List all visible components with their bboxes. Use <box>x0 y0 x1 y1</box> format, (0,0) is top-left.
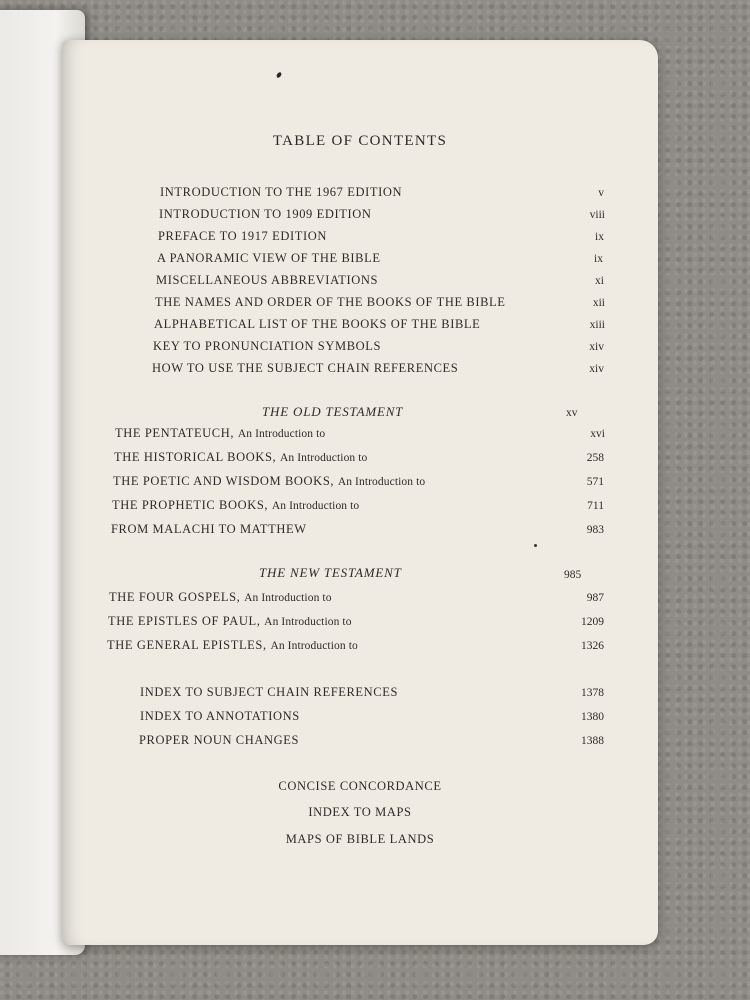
toc-entry-page: ix <box>594 253 603 265</box>
toc-entry-page: 258 <box>586 452 604 464</box>
toc-entry-label: THE HISTORICAL BOOKS, <box>114 450 277 464</box>
ink-speck <box>534 544 537 547</box>
toc-entry-label: THE PROPHETIC BOOKS, <box>112 498 269 512</box>
toc-entry-subtitle: An Introduction to <box>337 476 426 488</box>
toc-entry <box>107 638 604 653</box>
toc-entry-subtitle: An Introduction to <box>264 616 352 628</box>
toc-entry-subtitle: An Introduction to <box>280 452 368 464</box>
toc-entry-page: 571 <box>586 476 604 488</box>
toc-entry-page: viii <box>589 209 605 221</box>
toc-entry-page: xvi <box>590 428 605 440</box>
toc-entry <box>160 185 604 200</box>
toc-entry <box>140 685 604 700</box>
toc-entry-page: 1380 <box>581 711 604 723</box>
toc-back-matter-item: CONCISE CONCORDANCE <box>278 779 442 793</box>
toc-entry-page: v <box>598 187 604 199</box>
toc-entry <box>114 450 604 465</box>
book-page <box>62 40 658 945</box>
toc-entry-subtitle: An Introduction to <box>237 428 326 440</box>
section-heading-page: 985 <box>564 569 582 581</box>
toc-entry-label: INDEX TO SUBJECT CHAIN REFERENCES <box>140 685 399 699</box>
toc-entry <box>139 733 604 748</box>
toc-back-matter-item: MAPS OF BIBLE LANDS <box>285 832 435 846</box>
toc-entry-label: ALPHABETICAL LIST OF THE BOOKS OF THE BIBLE <box>154 317 481 331</box>
toc-entry <box>156 273 604 288</box>
section-heading-new-testament: THE NEW TESTAMENT <box>259 565 402 580</box>
toc-entry-label: MISCELLANEOUS ABBREVIATIONS <box>156 273 379 287</box>
page-title: TABLE OF CONTENTS <box>272 133 448 149</box>
toc-entry-page: xii <box>592 297 605 309</box>
toc-entry <box>158 229 604 244</box>
toc-entry-page: xiii <box>589 319 605 331</box>
toc-entry-label: THE EPISTLES OF PAUL, <box>108 614 261 628</box>
toc-entry <box>153 339 604 354</box>
toc-entry-page: ix <box>595 231 604 243</box>
section-heading-page: xv <box>566 407 578 419</box>
toc-entry-page: 1388 <box>581 735 604 747</box>
toc-entry <box>152 361 604 376</box>
toc-entry-label: FROM MALACHI TO MATTHEW <box>111 522 307 536</box>
toc-entry-subtitle: An Introduction to <box>271 500 360 512</box>
toc-entry <box>140 709 604 724</box>
toc-entry <box>157 251 603 266</box>
toc-entry-page: 711 <box>587 500 604 512</box>
toc-entry-page: xi <box>595 275 604 287</box>
toc-entry-page: 1209 <box>581 616 604 628</box>
toc-entry <box>155 295 605 310</box>
toc-entry <box>113 474 604 489</box>
toc-entry-label: THE POETIC AND WISDOM BOOKS, <box>113 474 335 488</box>
toc-entry-page: xiv <box>589 363 604 375</box>
toc-entry <box>154 317 605 332</box>
toc-entry <box>109 590 604 605</box>
toc-entry-page: xiv <box>589 341 604 353</box>
toc-entry-label: HOW TO USE THE SUBJECT CHAIN REFERENCES <box>152 361 459 375</box>
toc-entry-label: INDEX TO ANNOTATIONS <box>140 709 300 723</box>
toc-entry-page: 983 <box>586 524 604 536</box>
toc-entry-page: 1326 <box>581 640 604 652</box>
toc-entry-subtitle: An Introduction to <box>270 640 358 652</box>
toc-entry-label: INTRODUCTION TO 1909 EDITION <box>159 207 372 221</box>
toc-entry-page: 1378 <box>581 687 604 699</box>
toc-entry-label: PREFACE TO 1917 EDITION <box>158 229 328 243</box>
toc-entry-label: KEY TO PRONUNCIATION SYMBOLS <box>153 339 382 353</box>
toc-entry <box>112 498 604 513</box>
section-heading-old-testament: THE OLD TESTAMENT <box>262 404 404 419</box>
toc-entry <box>115 426 605 441</box>
ink-mark <box>276 71 283 78</box>
toc-entry <box>159 207 605 222</box>
toc-entry-label: THE GENERAL EPISTLES, <box>107 638 267 652</box>
toc-entry-page: 987 <box>586 592 604 604</box>
toc-entry-label: INTRODUCTION TO THE 1967 EDITION <box>160 185 403 199</box>
toc-entry-subtitle: An Introduction to <box>244 592 332 604</box>
toc-entry-label: A PANORAMIC VIEW OF THE BIBLE <box>157 251 381 265</box>
toc-entry <box>108 614 604 629</box>
toc-entry-label: THE PENTATEUCH, <box>115 426 235 440</box>
toc-entry-label: THE FOUR GOSPELS, <box>109 590 241 604</box>
toc-entry-label: PROPER NOUN CHANGES <box>139 733 300 747</box>
toc-back-matter-item: INDEX TO MAPS <box>308 805 412 819</box>
toc-entry <box>111 522 604 537</box>
toc-entry-label: THE NAMES AND ORDER OF THE BOOKS OF THE BIBLE <box>155 295 506 309</box>
